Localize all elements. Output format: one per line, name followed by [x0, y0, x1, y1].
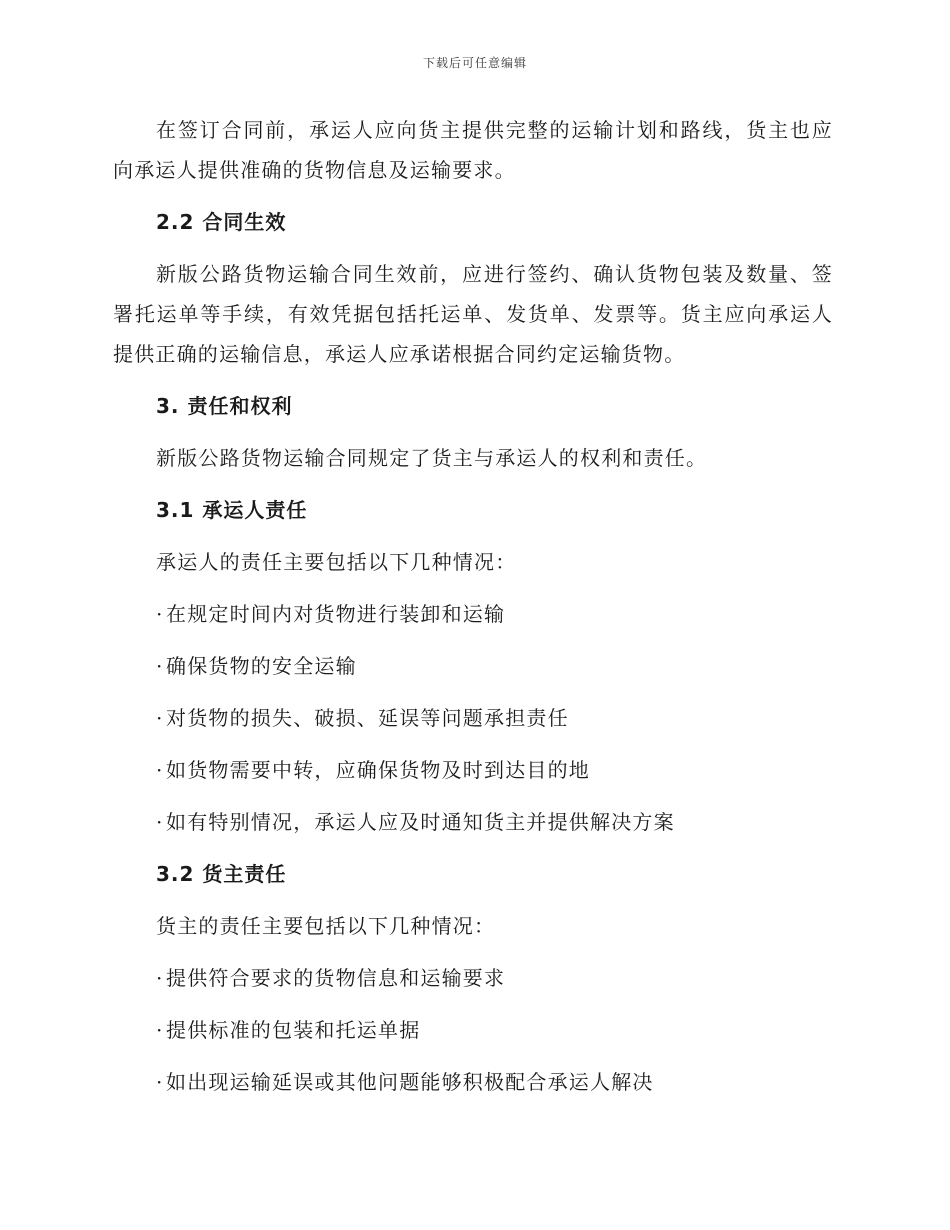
bullet-dot: ·	[156, 966, 164, 990]
bullet-dot: ·	[156, 602, 164, 626]
section-heading-2-2: 2.2 合同生效	[156, 210, 287, 234]
paragraph-contract-effective: 新版公路货物运输合同生效前，应进行签约、确认货物包装及数量、签署托运单等手续，有效凭据包括托运单、发货单、发票等。货主应向承运人提供正确的运输信息，承运人应承诺根据合同约定运输货物。	[113, 262, 833, 366]
shipper-responsibility-list	[113, 958, 833, 1102]
list-item	[156, 958, 833, 998]
list-item	[156, 594, 833, 634]
section-heading-3-1: 3.1 承运人责任	[156, 498, 308, 522]
bullet-dot: ·	[156, 1018, 164, 1042]
section-heading-3: 3. 责任和权利	[156, 394, 293, 418]
list-item-text: 如出现运输延误或其他问题能够积极配合承运人解决	[166, 1070, 654, 1094]
list-item	[156, 646, 833, 686]
list-item	[156, 698, 833, 738]
bullet-dot: ·	[156, 706, 164, 730]
bullet-dot: ·	[156, 758, 164, 782]
page-header: 下载后可任意编辑	[422, 56, 527, 70]
list-item-text: 提供符合要求的货物信息和运输要求	[166, 966, 506, 990]
list-item	[156, 1010, 833, 1050]
list-item-text: 提供标准的包装和托运单据	[166, 1018, 421, 1042]
list-item	[156, 750, 833, 790]
paragraph-rights-intro: 新版公路货物运输合同规定了货主与承运人的权利和责任。	[156, 446, 708, 470]
bullet-dot: ·	[156, 810, 164, 834]
paragraph-contract-signing: 在签订合同前，承运人应向货主提供完整的运输计划和路线，货主也应向承运人提供准确的货物信息及运输要求。	[113, 118, 833, 182]
paragraph-carrier-intro: 承运人的责任主要包括以下几种情况：	[156, 550, 517, 574]
bullet-dot: ·	[156, 654, 164, 678]
list-item	[156, 802, 833, 842]
list-item-text: 确保货物的安全运输	[166, 654, 357, 678]
section-heading-3-2: 3.2 货主责任	[156, 862, 287, 886]
document-body	[113, 110, 833, 1114]
paragraph-shipper-intro: 货主的责任主要包括以下几种情况：	[156, 914, 496, 938]
list-item-text: 对货物的损失、破损、延误等问题承担责任	[166, 706, 569, 730]
list-item-text: 如有特别情况，承运人应及时通知货主并提供解决方案	[166, 810, 675, 834]
list-item-text: 如货物需要中转，应确保货物及时到达目的地	[166, 758, 590, 782]
list-item	[156, 1062, 833, 1102]
list-item-text: 在规定时间内对货物进行装卸和运输	[166, 602, 506, 626]
bullet-dot: ·	[156, 1070, 164, 1094]
carrier-responsibility-list	[113, 594, 833, 842]
